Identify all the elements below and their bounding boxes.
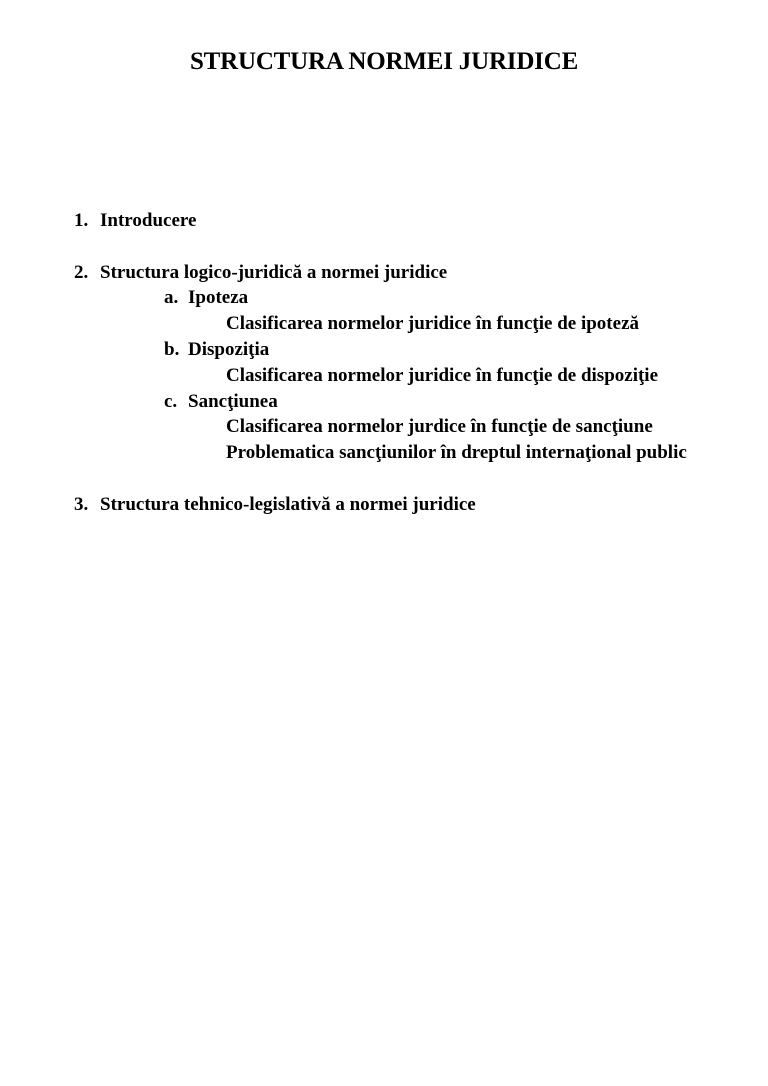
toc-item: Clasificarea normelor jurdice în funcţie de sancţiune bbox=[226, 416, 653, 438]
toc-item: Clasificarea normelor juridice în funcţie de dispoziţie bbox=[226, 364, 659, 386]
subsection-letter: b. bbox=[164, 338, 180, 360]
table-of-contents bbox=[74, 208, 744, 518]
spacer bbox=[74, 466, 744, 492]
toc-section-3 bbox=[74, 492, 744, 518]
subsection-label: Dispoziţia bbox=[188, 338, 270, 360]
toc-subsection-b bbox=[74, 337, 744, 363]
toc-item bbox=[74, 440, 744, 466]
subsection-letter: a. bbox=[164, 287, 179, 309]
document-title: STRUCTURA NORMEI JURIDICE bbox=[189, 48, 579, 75]
toc-item-text: Problematica sancţiunilor în dreptul internaţional public bbox=[226, 442, 687, 464]
toc-subsection-a bbox=[74, 285, 744, 311]
section-label: Introducere bbox=[100, 210, 197, 231]
section-number: 3. bbox=[74, 493, 89, 515]
toc-item: Clasificarea normelor juridice în funcţie de ipoteză bbox=[226, 313, 639, 335]
toc-section-1 bbox=[74, 208, 744, 234]
toc-subsection-c bbox=[74, 389, 744, 415]
section-number: 2. bbox=[74, 261, 89, 283]
toc-section-2 bbox=[74, 260, 744, 286]
subsection-label: Sancţiunea bbox=[188, 390, 278, 412]
section-label: Structura tehnico-legislativă a normei juridice bbox=[100, 493, 476, 515]
section-number: 1. bbox=[74, 210, 89, 231]
spacer bbox=[74, 234, 744, 260]
section-label: Structura logico-juridică a normei juridice bbox=[100, 261, 448, 283]
subsection-letter: c. bbox=[164, 390, 178, 412]
subsection-label: Ipoteza bbox=[188, 287, 249, 309]
